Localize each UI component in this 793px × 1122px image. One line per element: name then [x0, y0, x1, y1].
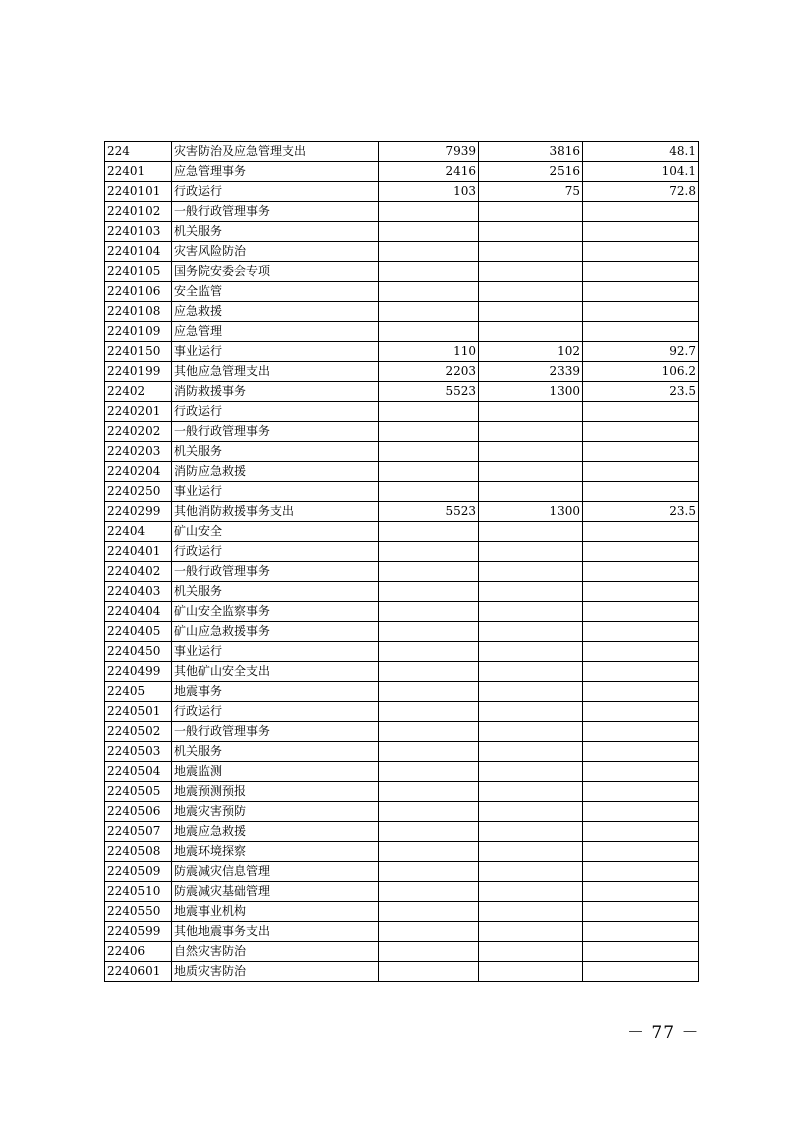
cell-name: 一般行政管理事务 — [172, 562, 379, 582]
table-row — [105, 342, 699, 362]
cell-name: 矿山安全 — [172, 522, 379, 542]
page-number: － 77 － — [627, 1023, 700, 1043]
cell-value-1 — [379, 302, 479, 322]
cell-value-3 — [583, 722, 699, 742]
cell-value-2 — [479, 762, 583, 782]
table-row — [105, 902, 699, 922]
cell-code: 2240503 — [105, 742, 172, 762]
cell-value-1 — [379, 542, 479, 562]
table-row — [105, 522, 699, 542]
cell-name: 消防救援事务 — [172, 382, 379, 402]
table-row — [105, 562, 699, 582]
cell-value-2: 2339 — [479, 362, 583, 382]
cell-name: 地质灾害防治 — [172, 962, 379, 982]
cell-code: 2240204 — [105, 462, 172, 482]
cell-name: 其他消防救援事务支出 — [172, 502, 379, 522]
cell-name: 行政运行 — [172, 182, 379, 202]
cell-name: 其他矿山安全支出 — [172, 662, 379, 682]
cell-value-2 — [479, 402, 583, 422]
table-row — [105, 882, 699, 902]
cell-name: 地震灾害预防 — [172, 802, 379, 822]
cell-value-2 — [479, 322, 583, 342]
cell-name: 一般行政管理事务 — [172, 722, 379, 742]
cell-value-2 — [479, 802, 583, 822]
cell-name: 事业运行 — [172, 482, 379, 502]
cell-value-1: 5523 — [379, 382, 479, 402]
cell-value-1 — [379, 662, 479, 682]
cell-value-3 — [583, 882, 699, 902]
table-row — [105, 422, 699, 442]
cell-name: 应急管理事务 — [172, 162, 379, 182]
table-row — [105, 202, 699, 222]
cell-value-1: 103 — [379, 182, 479, 202]
cell-name: 事业运行 — [172, 342, 379, 362]
cell-value-2 — [479, 302, 583, 322]
cell-value-2: 75 — [479, 182, 583, 202]
table-row — [105, 282, 699, 302]
cell-value-1 — [379, 842, 479, 862]
cell-name: 矿山应急救援事务 — [172, 622, 379, 642]
table-row — [105, 242, 699, 262]
cell-value-3 — [583, 262, 699, 282]
table-row — [105, 442, 699, 462]
table-row — [105, 322, 699, 342]
budget-table — [104, 141, 699, 982]
cell-value-3 — [583, 922, 699, 942]
cell-code: 2240505 — [105, 782, 172, 802]
cell-value-3 — [583, 962, 699, 982]
cell-name: 地震监测 — [172, 762, 379, 782]
cell-code: 224 — [105, 142, 172, 162]
cell-value-2 — [479, 962, 583, 982]
cell-code: 2240105 — [105, 262, 172, 282]
cell-code: 2240507 — [105, 822, 172, 842]
cell-value-2 — [479, 482, 583, 502]
cell-value-3 — [583, 902, 699, 922]
table-row — [105, 702, 699, 722]
table-row — [105, 142, 699, 162]
cell-value-1 — [379, 782, 479, 802]
cell-value-1 — [379, 882, 479, 902]
cell-value-1 — [379, 602, 479, 622]
table-row — [105, 922, 699, 942]
cell-value-3 — [583, 682, 699, 702]
table-row — [105, 542, 699, 562]
cell-code: 2240504 — [105, 762, 172, 782]
cell-value-3 — [583, 322, 699, 342]
cell-code: 2240401 — [105, 542, 172, 562]
cell-value-1 — [379, 702, 479, 722]
cell-value-1 — [379, 242, 479, 262]
table-row — [105, 942, 699, 962]
cell-name: 灾害风险防治 — [172, 242, 379, 262]
cell-value-1 — [379, 522, 479, 542]
cell-code: 2240104 — [105, 242, 172, 262]
cell-value-2 — [479, 282, 583, 302]
table-row — [105, 862, 699, 882]
cell-value-2: 2516 — [479, 162, 583, 182]
cell-code: 22401 — [105, 162, 172, 182]
cell-name: 机关服务 — [172, 742, 379, 762]
cell-value-2 — [479, 702, 583, 722]
table-row — [105, 502, 699, 522]
cell-value-1: 5523 — [379, 502, 479, 522]
cell-name: 机关服务 — [172, 582, 379, 602]
cell-value-3 — [583, 742, 699, 762]
cell-value-1 — [379, 922, 479, 942]
table-row — [105, 642, 699, 662]
cell-code: 2240450 — [105, 642, 172, 662]
cell-code: 2240508 — [105, 842, 172, 862]
cell-value-2 — [479, 822, 583, 842]
cell-value-2 — [479, 922, 583, 942]
cell-value-1 — [379, 582, 479, 602]
cell-value-3 — [583, 642, 699, 662]
table-row — [105, 722, 699, 742]
cell-value-1 — [379, 482, 479, 502]
cell-value-3 — [583, 282, 699, 302]
cell-value-3 — [583, 822, 699, 842]
cell-code: 2240108 — [105, 302, 172, 322]
cell-name: 防震减灾基础管理 — [172, 882, 379, 902]
cell-value-1 — [379, 262, 479, 282]
cell-code: 22404 — [105, 522, 172, 542]
table-row — [105, 482, 699, 502]
cell-value-1 — [379, 642, 479, 662]
cell-value-2 — [479, 682, 583, 702]
cell-name: 矿山安全监察事务 — [172, 602, 379, 622]
cell-value-3: 48.1 — [583, 142, 699, 162]
cell-code: 2240150 — [105, 342, 172, 362]
cell-value-3 — [583, 842, 699, 862]
table-row — [105, 402, 699, 422]
table-body — [105, 142, 699, 982]
cell-value-3 — [583, 302, 699, 322]
cell-code: 2240403 — [105, 582, 172, 602]
cell-name: 自然灾害防治 — [172, 942, 379, 962]
cell-name: 地震事务 — [172, 682, 379, 702]
table-row — [105, 162, 699, 182]
cell-code: 22402 — [105, 382, 172, 402]
cell-value-3 — [583, 482, 699, 502]
cell-name: 其他地震事务支出 — [172, 922, 379, 942]
cell-name: 地震应急救援 — [172, 822, 379, 842]
cell-name: 安全监管 — [172, 282, 379, 302]
cell-code: 2240405 — [105, 622, 172, 642]
cell-value-1 — [379, 722, 479, 742]
cell-value-2 — [479, 942, 583, 962]
table-row — [105, 462, 699, 482]
cell-value-1 — [379, 222, 479, 242]
cell-value-1 — [379, 402, 479, 422]
cell-value-3 — [583, 222, 699, 242]
cell-value-3 — [583, 422, 699, 442]
cell-name: 地震事业机构 — [172, 902, 379, 922]
cell-code: 2240404 — [105, 602, 172, 622]
cell-code: 2240106 — [105, 282, 172, 302]
cell-value-3: 106.2 — [583, 362, 699, 382]
cell-value-1 — [379, 622, 479, 642]
cell-name: 一般行政管理事务 — [172, 202, 379, 222]
cell-value-2: 102 — [479, 342, 583, 362]
table-row — [105, 382, 699, 402]
cell-value-2 — [479, 202, 583, 222]
cell-name: 行政运行 — [172, 702, 379, 722]
table-row — [105, 182, 699, 202]
cell-value-3: 104.1 — [583, 162, 699, 182]
cell-name: 一般行政管理事务 — [172, 422, 379, 442]
table-row — [105, 622, 699, 642]
cell-name: 消防应急救援 — [172, 462, 379, 482]
cell-code: 2240299 — [105, 502, 172, 522]
cell-code: 2240202 — [105, 422, 172, 442]
table-row — [105, 842, 699, 862]
cell-value-3 — [583, 602, 699, 622]
cell-code: 2240103 — [105, 222, 172, 242]
cell-value-1 — [379, 742, 479, 762]
cell-name: 应急救援 — [172, 302, 379, 322]
table-row — [105, 962, 699, 982]
cell-code: 2240501 — [105, 702, 172, 722]
cell-value-1 — [379, 822, 479, 842]
cell-name: 防震减灾信息管理 — [172, 862, 379, 882]
cell-code: 2240201 — [105, 402, 172, 422]
cell-value-3: 92.7 — [583, 342, 699, 362]
cell-value-2 — [479, 562, 583, 582]
cell-code: 22406 — [105, 942, 172, 962]
cell-value-3 — [583, 862, 699, 882]
cell-code: 2240199 — [105, 362, 172, 382]
cell-code: 2240550 — [105, 902, 172, 922]
cell-code: 2240101 — [105, 182, 172, 202]
cell-code: 2240499 — [105, 662, 172, 682]
cell-value-3 — [583, 542, 699, 562]
cell-value-1 — [379, 942, 479, 962]
cell-code: 22405 — [105, 682, 172, 702]
cell-name: 行政运行 — [172, 542, 379, 562]
cell-value-3 — [583, 202, 699, 222]
cell-name: 机关服务 — [172, 442, 379, 462]
cell-value-3 — [583, 662, 699, 682]
table-row — [105, 782, 699, 802]
cell-value-2: 3816 — [479, 142, 583, 162]
cell-value-3 — [583, 522, 699, 542]
cell-value-2 — [479, 462, 583, 482]
cell-value-1 — [379, 202, 479, 222]
table-row — [105, 602, 699, 622]
table-row — [105, 262, 699, 282]
table-row — [105, 682, 699, 702]
cell-value-2 — [479, 782, 583, 802]
table-row — [105, 762, 699, 782]
cell-value-3 — [583, 402, 699, 422]
cell-code: 2240109 — [105, 322, 172, 342]
cell-value-3 — [583, 442, 699, 462]
cell-value-2 — [479, 622, 583, 642]
cell-name: 事业运行 — [172, 642, 379, 662]
cell-code: 2240502 — [105, 722, 172, 742]
cell-value-2 — [479, 742, 583, 762]
cell-value-2 — [479, 522, 583, 542]
cell-value-2: 1300 — [479, 382, 583, 402]
cell-value-1 — [379, 802, 479, 822]
cell-name: 应急管理 — [172, 322, 379, 342]
cell-name: 其他应急管理支出 — [172, 362, 379, 382]
cell-value-3 — [583, 242, 699, 262]
table-row — [105, 362, 699, 382]
cell-value-2 — [479, 842, 583, 862]
table-row — [105, 302, 699, 322]
cell-value-2 — [479, 442, 583, 462]
cell-value-1 — [379, 462, 479, 482]
cell-code: 2240601 — [105, 962, 172, 982]
cell-value-2 — [479, 722, 583, 742]
cell-code: 2240402 — [105, 562, 172, 582]
cell-code: 2240203 — [105, 442, 172, 462]
cell-value-3 — [583, 582, 699, 602]
cell-name: 机关服务 — [172, 222, 379, 242]
cell-value-1 — [379, 902, 479, 922]
cell-code: 2240509 — [105, 862, 172, 882]
cell-value-1: 2203 — [379, 362, 479, 382]
cell-value-2 — [479, 222, 583, 242]
cell-value-1 — [379, 442, 479, 462]
cell-value-1 — [379, 762, 479, 782]
cell-value-3: 72.8 — [583, 182, 699, 202]
cell-value-2 — [479, 862, 583, 882]
cell-value-2 — [479, 662, 583, 682]
cell-code: 2240102 — [105, 202, 172, 222]
table-row — [105, 222, 699, 242]
cell-value-3: 23.5 — [583, 502, 699, 522]
cell-value-2 — [479, 902, 583, 922]
cell-value-1 — [379, 322, 479, 342]
cell-name: 地震预测预报 — [172, 782, 379, 802]
cell-value-1: 110 — [379, 342, 479, 362]
cell-code: 2240506 — [105, 802, 172, 822]
cell-name: 行政运行 — [172, 402, 379, 422]
cell-name: 灾害防治及应急管理支出 — [172, 142, 379, 162]
cell-value-2 — [479, 882, 583, 902]
cell-value-1: 2416 — [379, 162, 479, 182]
cell-value-3 — [583, 942, 699, 962]
cell-value-3: 23.5 — [583, 382, 699, 402]
cell-name: 国务院安委会专项 — [172, 262, 379, 282]
table-row — [105, 742, 699, 762]
cell-code: 2240250 — [105, 482, 172, 502]
table-row — [105, 802, 699, 822]
cell-value-2 — [479, 422, 583, 442]
cell-code: 2240599 — [105, 922, 172, 942]
cell-value-2 — [479, 242, 583, 262]
cell-value-1 — [379, 962, 479, 982]
table-row — [105, 662, 699, 682]
cell-value-3 — [583, 762, 699, 782]
cell-value-1 — [379, 682, 479, 702]
cell-name: 地震环境探察 — [172, 842, 379, 862]
cell-value-3 — [583, 622, 699, 642]
cell-value-3 — [583, 802, 699, 822]
cell-value-1 — [379, 422, 479, 442]
cell-value-3 — [583, 782, 699, 802]
cell-value-2: 1300 — [479, 502, 583, 522]
cell-value-2 — [479, 582, 583, 602]
table-row — [105, 582, 699, 602]
cell-value-3 — [583, 702, 699, 722]
table-row — [105, 822, 699, 842]
cell-value-3 — [583, 462, 699, 482]
cell-value-2 — [479, 602, 583, 622]
cell-value-2 — [479, 642, 583, 662]
cell-value-1 — [379, 282, 479, 302]
cell-value-1: 7939 — [379, 142, 479, 162]
cell-code: 2240510 — [105, 882, 172, 902]
cell-value-1 — [379, 562, 479, 582]
cell-value-1 — [379, 862, 479, 882]
cell-value-3 — [583, 562, 699, 582]
cell-value-2 — [479, 262, 583, 282]
cell-value-2 — [479, 542, 583, 562]
